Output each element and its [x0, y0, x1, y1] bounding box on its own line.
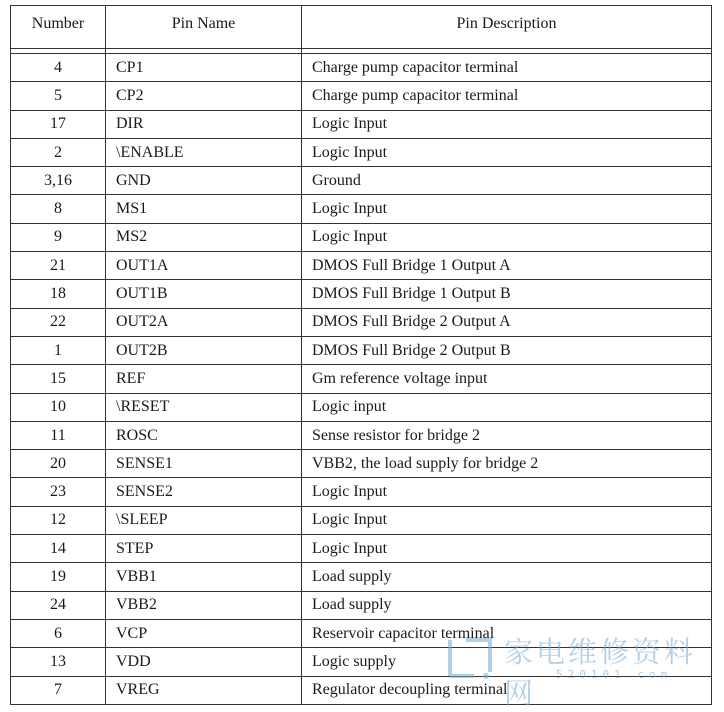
- pin-number: 18: [11, 280, 106, 308]
- pin-name: VREG: [106, 676, 302, 704]
- pin-name: \RESET: [106, 393, 302, 421]
- pin-name: MS1: [106, 195, 302, 223]
- pin-name: OUT1A: [106, 252, 302, 280]
- pin-description: Logic Input: [302, 223, 712, 251]
- pin-description: Logic Input: [302, 506, 712, 534]
- pin-description: Charge pump capacitor terminal: [302, 82, 712, 110]
- pin-number: 14: [11, 535, 106, 563]
- pin-number: 8: [11, 195, 106, 223]
- pin-description: Regulator decoupling terminal: [302, 676, 712, 704]
- table-row: [11, 648, 712, 676]
- pin-name: VBB2: [106, 591, 302, 619]
- pin-number: 20: [11, 450, 106, 478]
- table-row: [11, 591, 712, 619]
- header-number: Number: [11, 6, 106, 49]
- pin-number: 7: [11, 676, 106, 704]
- pin-name: VDD: [106, 648, 302, 676]
- pin-description: Logic Input: [302, 195, 712, 223]
- pin-name: ROSC: [106, 421, 302, 449]
- pin-name: OUT1B: [106, 280, 302, 308]
- pin-number: 15: [11, 365, 106, 393]
- pin-name: REF: [106, 365, 302, 393]
- pin-description: Logic Input: [302, 138, 712, 166]
- table-header-row: [11, 6, 712, 49]
- table-row: [11, 308, 712, 336]
- pin-name: GND: [106, 167, 302, 195]
- pin-number: 1: [11, 336, 106, 364]
- pin-description: Logic Input: [302, 535, 712, 563]
- pin-number: 22: [11, 308, 106, 336]
- pin-number: 24: [11, 591, 106, 619]
- pin-description: Load supply: [302, 563, 712, 591]
- pin-number: 2: [11, 138, 106, 166]
- table-row: [11, 252, 712, 280]
- pin-description: DMOS Full Bridge 2 Output B: [302, 336, 712, 364]
- table-row: [11, 676, 712, 704]
- pin-number: 23: [11, 478, 106, 506]
- pin-description: DMOS Full Bridge 1 Output B: [302, 280, 712, 308]
- pin-name: VCP: [106, 619, 302, 647]
- table-row: [11, 280, 712, 308]
- pin-description: Charge pump capacitor terminal: [302, 54, 712, 82]
- pin-description: Logic Input: [302, 478, 712, 506]
- pin-number: 11: [11, 421, 106, 449]
- pin-number: 19: [11, 563, 106, 591]
- table-row: [11, 82, 712, 110]
- header-pin-name: Pin Name: [106, 6, 302, 49]
- table-row: [11, 365, 712, 393]
- table-row: [11, 336, 712, 364]
- pin-number: 4: [11, 54, 106, 82]
- table-body: [11, 49, 712, 705]
- pin-name: OUT2B: [106, 336, 302, 364]
- pin-description: Logic input: [302, 393, 712, 421]
- pin-description: Logic Input: [302, 110, 712, 138]
- pin-number: 12: [11, 506, 106, 534]
- pin-name: MS2: [106, 223, 302, 251]
- pin-description: DMOS Full Bridge 1 Output A: [302, 252, 712, 280]
- pin-description: DMOS Full Bridge 2 Output A: [302, 308, 712, 336]
- pin-number: 9: [11, 223, 106, 251]
- pin-description: Logic supply: [302, 648, 712, 676]
- table-row: [11, 421, 712, 449]
- pin-description: Sense resistor for bridge 2: [302, 421, 712, 449]
- table-row: [11, 138, 712, 166]
- pin-number: 6: [11, 619, 106, 647]
- table-row: [11, 167, 712, 195]
- pin-table: [10, 5, 712, 705]
- pin-name: OUT2A: [106, 308, 302, 336]
- pin-description: Load supply: [302, 591, 712, 619]
- pin-number: 3,16: [11, 167, 106, 195]
- table-row: [11, 393, 712, 421]
- header-pin-description: Pin Description: [302, 6, 712, 49]
- table-row: [11, 223, 712, 251]
- table-row: [11, 110, 712, 138]
- pin-number: 10: [11, 393, 106, 421]
- pin-number: 21: [11, 252, 106, 280]
- pin-description: VBB2, the load supply for bridge 2: [302, 450, 712, 478]
- table-row: [11, 478, 712, 506]
- table-row: [11, 535, 712, 563]
- table-row: [11, 450, 712, 478]
- pin-description: Ground: [302, 167, 712, 195]
- table-row: [11, 563, 712, 591]
- pin-name: SENSE1: [106, 450, 302, 478]
- pin-name: \ENABLE: [106, 138, 302, 166]
- watermark-url: 520101.com: [556, 668, 673, 681]
- table-row: [11, 619, 712, 647]
- pin-number: 17: [11, 110, 106, 138]
- pin-description: Reservoir capacitor terminal: [302, 619, 712, 647]
- pin-name: CP1: [106, 54, 302, 82]
- pin-number: 13: [11, 648, 106, 676]
- pin-number: 5: [11, 82, 106, 110]
- table-row: [11, 195, 712, 223]
- pin-name: STEP: [106, 535, 302, 563]
- watermark-text: 家电维修资料网: [504, 635, 697, 710]
- pin-name: VBB1: [106, 563, 302, 591]
- pin-description: Gm reference voltage input: [302, 365, 712, 393]
- pin-name: \SLEEP: [106, 506, 302, 534]
- pin-name: DIR: [106, 110, 302, 138]
- pin-name: CP2: [106, 82, 302, 110]
- table-row: [11, 506, 712, 534]
- table-row: [11, 54, 712, 82]
- pin-name: SENSE2: [106, 478, 302, 506]
